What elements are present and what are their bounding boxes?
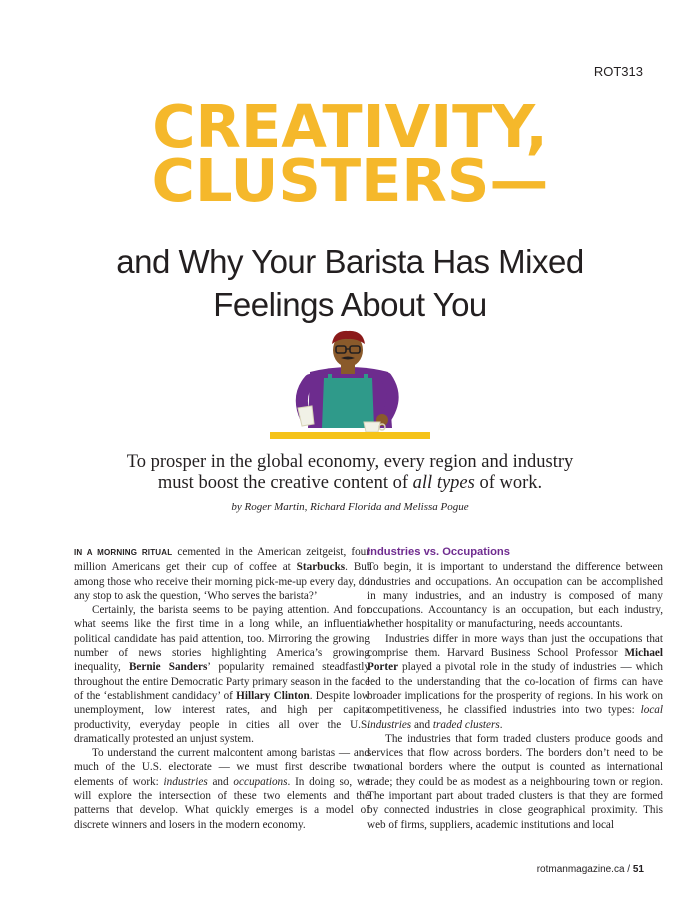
left-column [74,545,370,832]
deck-line-1: To prosper in the global economy, every region and industry [126,452,574,472]
text: Industries differ in more ways than just the occupations that comprise them. Harvard Business School Professor [367,632,663,660]
text: and [207,775,234,788]
page-footer [537,864,644,875]
footer-site: rotmanmagazine.ca / [536,864,633,875]
text: played a pivotal role in the study of industries — which led to the understanding that the co-location of firms can have broader implications for the prosperity of regions. In his work on competitiveness, he classified industries into two types: [367,661,663,717]
deck-text: must boost the creative content of [157,473,413,493]
right-column [367,545,663,832]
title-line-1: CREATIVITY, [152,92,548,161]
bold-name: Hillary Clinton [236,689,310,702]
text: To understand the current malcontent among baristas — and much of the U.S. electorate — we must first describe two elements of work: [74,747,370,788]
bold-name: Michael Porter [367,647,663,674]
article-code: ROT313 [593,64,643,79]
text: and [411,718,433,731]
deck-line-2 [0,473,700,494]
article-title [0,92,700,215]
paragraph: The industries that form traded clusters produce goods and services that flow across borders. The borders don’t need to be national borders where the output is counted as international trade; they could be as modest as a neighbouring town or region. The important part about traded clusters is that they are formed by connected industries in close geographical proximity. This web of firms, suppliers, academic institutions and local [367,732,663,831]
bold-name: Starbucks [296,561,346,574]
paragraph: To begin, it is important to understand the difference between industries and occupations. An occupation can be accomplished in many industries, and an industry is composed of many occupations. Accountancy is an occupation, but each industry, whether hospitality or manufacturing, needs accountants. [367,561,663,631]
section-heading: Industries vs. Occupations [367,546,510,558]
paragraph [74,545,370,603]
bold-name: Bernie Sanders [128,661,208,674]
text: . Despite low unemployment, low interest rates, and high per capita productivity, everyday people in cities all over the U.S. dramatically protested an unjust system. [74,689,370,745]
subtitle-line-2: Feelings About You [213,286,487,323]
text: . [499,718,503,731]
deck-emphasis: all types [412,473,475,493]
paragraph [74,746,370,832]
italic-term: industries [163,775,208,788]
deck-text-end: of work. [474,473,543,493]
page-number: 51 [632,864,644,875]
paragraph [367,632,663,732]
paragraph [74,603,370,746]
article-subtitle [0,240,700,326]
italic-term: local industries [367,704,663,731]
text: . In doing so, we will explore the intersection of these two elements and the patterns that develop. What quickly emerges is a model of discrete winners and losers in the modern economy. [74,775,371,831]
barista-illustration [268,328,432,445]
italic-term: occupations [233,775,288,788]
subtitle-line-1: and Why Your Barista Has Mixed [116,243,584,280]
text: cemented in the American zeitgeist, four million Americans get their cup of coffee at [74,546,370,574]
text: ’ popularity remained steadfastly throughout the entire Democratic Party primary season in the face of the ‘establishment candidacy’ of [74,661,371,702]
text: Certainly, the barista seems to be paying attention. And for what seems like the first time in a long while, an influential political candidate has paid attention, too. Mirroring the growing number of news stories highlighting America’s growing inequality, [74,604,370,674]
italic-term: traded clusters [432,718,500,731]
lead-in: IN A MORNING RITUAL [74,548,173,557]
text: . But among those who receive their morning pick-me-up every day, do any stop to ask the question, ‘Who serves the barista?’ [74,561,370,602]
article-deck [0,452,700,494]
byline: by Roger Martin, Richard Florida and Melissa Pogue [231,501,469,513]
title-line-2: CLUSTERS— [151,146,549,215]
